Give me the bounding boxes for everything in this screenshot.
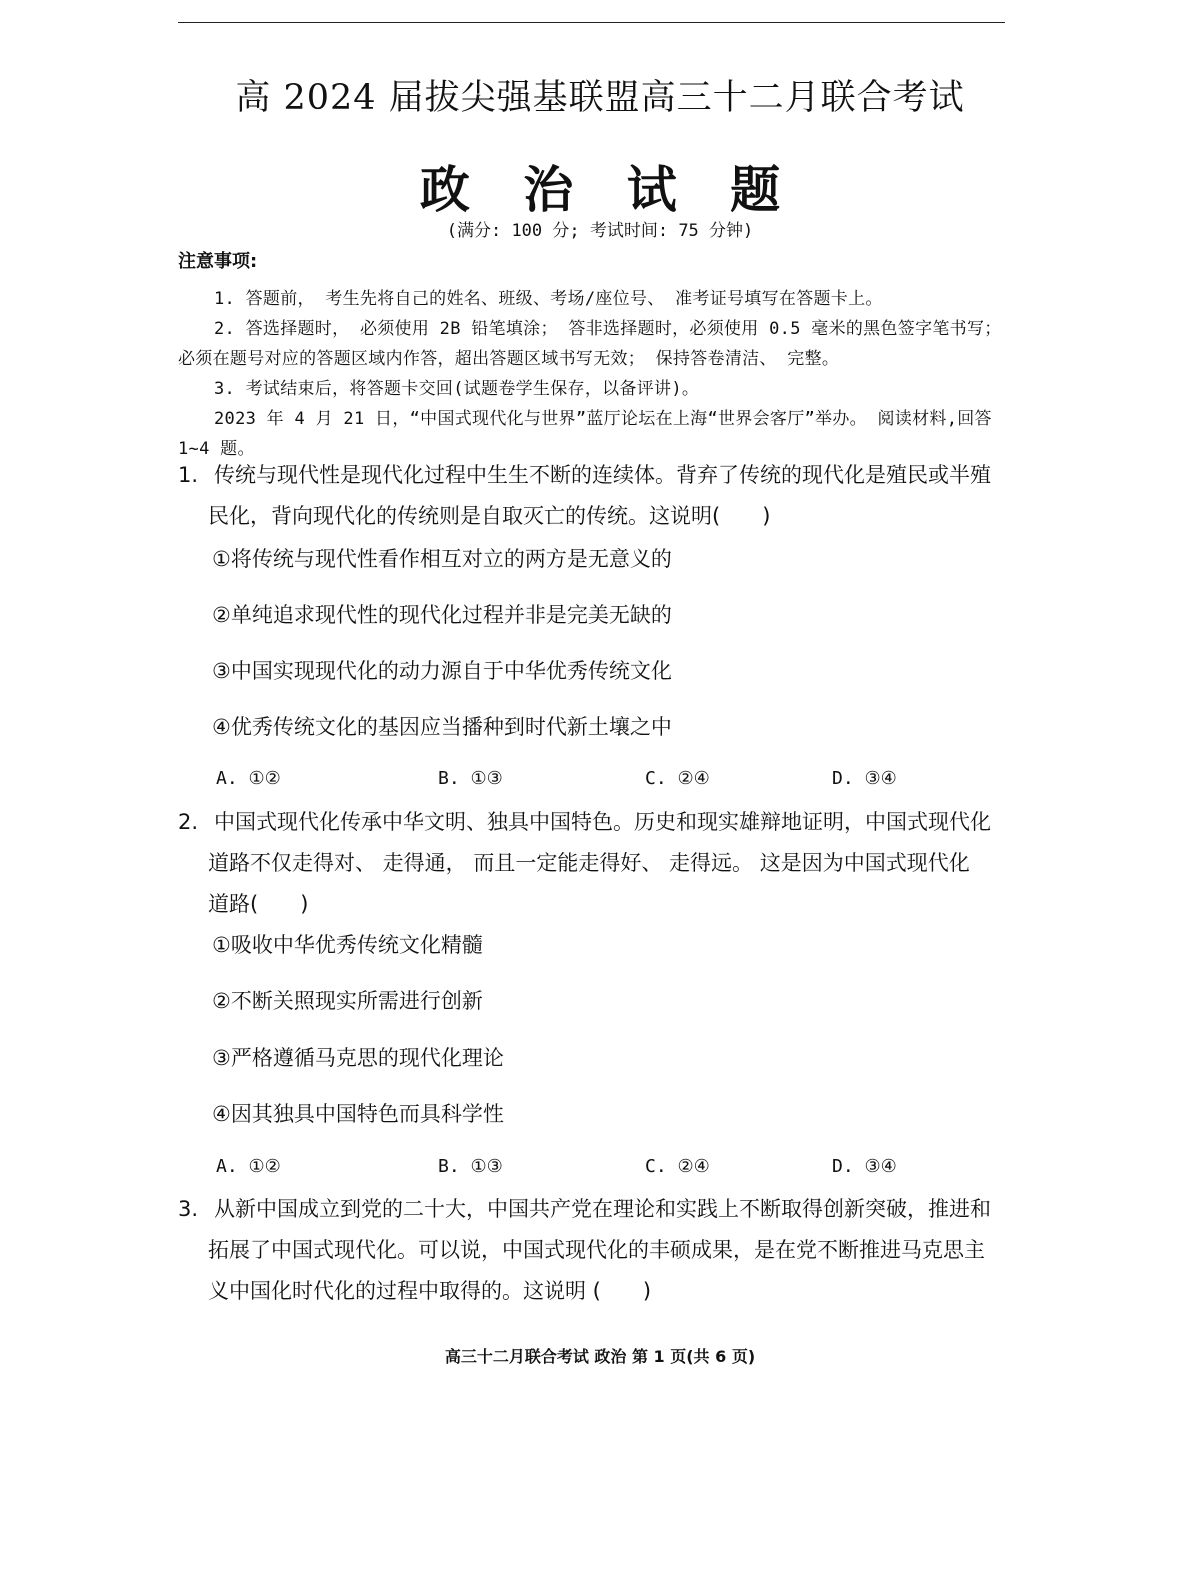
question-line: 道路( ): [208, 892, 309, 916]
exam-title: 高 2024 届拔尖强基联盟高三十二月联合考试: [235, 78, 965, 118]
question-number: 3.: [178, 1197, 199, 1221]
option-c: C. ②④: [645, 1156, 710, 1177]
option-a: A. ①②: [216, 1156, 281, 1177]
question-line: 从新中国成立到党的二十大，中国共产党在理论和实践上不断取得创新突破，推进和: [214, 1197, 991, 1221]
option-d: D. ③④: [832, 768, 897, 789]
subject-title: 政 治 试 题: [419, 160, 799, 219]
option-b: B. ①③: [438, 768, 503, 789]
statement: ④因其独具中国特色而具科学性: [212, 1102, 504, 1126]
question-3-stem: [178, 1189, 1008, 1312]
answer-options: [216, 768, 976, 798]
question-line: 中国式现代化传承中华文明、独具中国特色。历史和现实雄辩地证明，中国式现代化: [214, 810, 991, 834]
note-item: 1. 答题前， 考生先将自己的姓名、班级、考场/座位号、 准考证号填写在答题卡上。: [214, 289, 883, 309]
question-line: 义中国化时代化的过程中取得的。这说明 ( ): [208, 1279, 652, 1303]
option-a: A. ①②: [216, 768, 281, 789]
page-footer: 高三十二月联合考试 政治 第 1 页(共 6 页): [444, 1347, 756, 1366]
question-line: 民化，背向现代化的传统则是自取灭亡的传统。这说明( ): [208, 504, 771, 528]
statement: ①将传统与现代性看作相互对立的两方是无意义的: [212, 547, 672, 571]
notes-heading: 注意事项:: [178, 251, 258, 272]
question-1-stem: [178, 455, 1008, 537]
note-item: 3. 考试结束后，将答题卡交回(试题卷学生保存，以备评讲)。: [214, 379, 700, 399]
material-intro: 2023 年 4 月 21 日，“中国式现代化与世界”蓝厅论坛在上海“世界会客厅”举办。 阅读材料,回答 1~4 题。: [178, 409, 992, 459]
note-item: 2. 答选择题时， 必须使用 2B 铅笔填涂； 答非选择题时，必须使用 0.5 毫米的黑色签字笔书写；必须在题号对应的答题区域内作答，超出答题区域书写无效； 保持答卷清洁、 完整。: [178, 319, 1002, 369]
statement: ③中国实现现代化的动力源自于中华优秀传统文化: [212, 659, 672, 683]
score-time-info: (满分: 100 分; 考试时间: 75 分钟): [446, 221, 754, 241]
question-2-stem: [178, 802, 1008, 925]
option-c: C. ②④: [645, 768, 710, 789]
statement: ③严格遵循马克思的现代化理论: [212, 1046, 504, 1070]
option-d: D. ③④: [832, 1156, 897, 1177]
statement: ④优秀传统文化的基因应当播种到时代新土壤之中: [212, 715, 672, 739]
question-number: 1.: [178, 463, 199, 487]
answer-options: [216, 1156, 976, 1186]
question-line: 道路不仅走得对、 走得通， 而且一定能走得好、 走得远。 这是因为中国式现代化: [208, 851, 970, 875]
question-line: 拓展了中国式现代化。可以说，中国式现代化的丰硕成果，是在党不断推进马克思主: [208, 1238, 985, 1262]
option-b: B. ①③: [438, 1156, 503, 1177]
statement: ②单纯追求现代性的现代化过程并非是完美无缺的: [212, 603, 672, 627]
question-number: 2.: [178, 810, 199, 834]
top-rule: [178, 22, 1005, 23]
statement: ①吸收中华优秀传统文化精髓: [212, 933, 483, 957]
question-line: 传统与现代性是现代化过程中生生不断的连续体。背弃了传统的现代化是殖民或半殖: [214, 463, 991, 487]
statement: ②不断关照现实所需进行创新: [212, 989, 483, 1013]
